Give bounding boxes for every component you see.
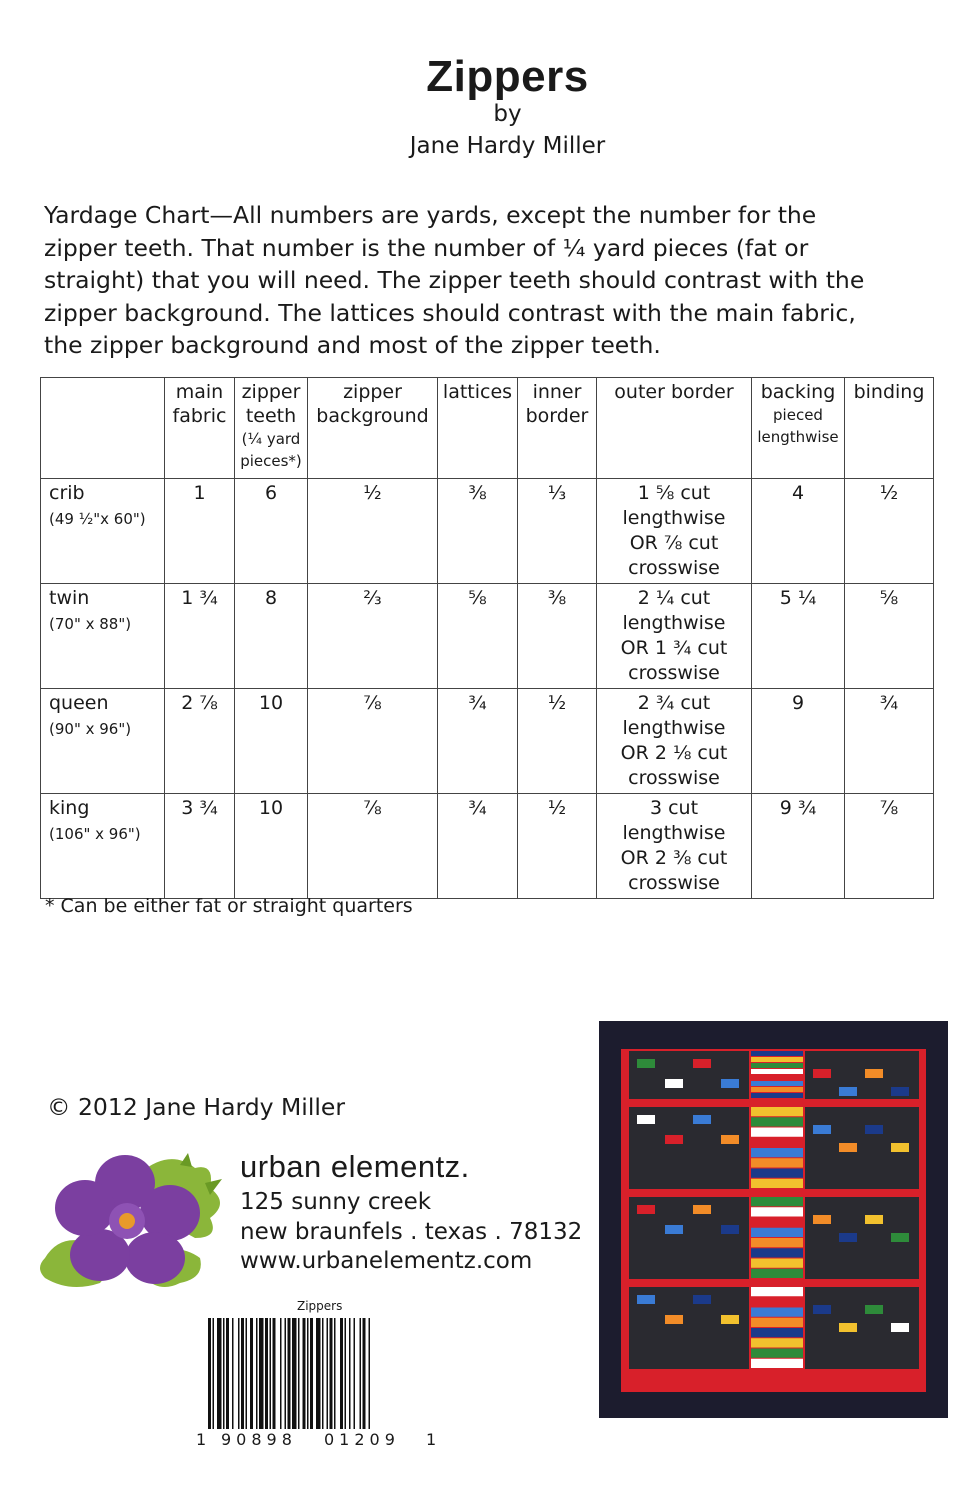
table-cell: ⅜ <box>518 584 597 689</box>
table-cell: ½ <box>308 479 438 584</box>
table-row <box>41 689 934 794</box>
header-cell: zipper teeth (¼ yard pieces*) <box>235 378 308 479</box>
publisher-name: urban elementz. <box>240 1149 470 1184</box>
table-cell: 3 ¾ <box>165 794 235 899</box>
publisher-address-1: 125 sunny creek <box>240 1189 432 1215</box>
barcode-digits-mid1: 90898 <box>221 1430 297 1449</box>
table-cell: ⅞ <box>308 689 438 794</box>
intro-line: Yardage Chart—All numbers are yards, except the number for the <box>44 201 817 229</box>
table-cell: 1 ⅝ cut lengthwise OR ⅞ cut crosswise <box>597 479 752 584</box>
table-cell: ¾ <box>438 689 518 794</box>
yardage-table <box>40 377 934 899</box>
table-cell: 9 ¾ <box>752 794 845 899</box>
table-header-row <box>41 378 934 479</box>
barcode-digits-mid2: 01209 <box>324 1430 400 1449</box>
table-cell: ½ <box>845 479 934 584</box>
table-row <box>41 794 934 899</box>
intro-line: straight) that you will need. The zipper teeth should contrast with the <box>44 266 865 294</box>
header-cell: inner border <box>518 378 597 479</box>
table-cell: ⅜ <box>438 479 518 584</box>
table-cell: 5 ¼ <box>752 584 845 689</box>
intro-line: zipper background. The lattices should contrast with the main fabric, <box>44 298 856 327</box>
barcode-digit-right: 1 <box>426 1430 437 1449</box>
header-cell <box>41 378 165 479</box>
table-cell: ½ <box>518 794 597 899</box>
header-cell: lattices <box>438 378 518 479</box>
table-cell: ⅝ <box>845 584 934 689</box>
table-cell: 1 ¾ <box>165 584 235 689</box>
table-cell: 10 <box>235 689 308 794</box>
publisher-website: www.urbanelementz.com <box>240 1248 533 1274</box>
table-cell: 3 cut lengthwise OR 2 ⅜ cut crosswise <box>597 794 752 899</box>
size-cell: twin (70" x 88") <box>41 584 165 689</box>
table-cell: ⅝ <box>438 584 518 689</box>
intro-text <box>44 199 944 362</box>
footnote: * Can be either fat or straight quarters <box>45 895 413 917</box>
header-cell: backing pieced lengthwise <box>752 378 845 479</box>
header-cell: main fabric <box>165 378 235 479</box>
quilt-photo <box>599 1021 948 1418</box>
size-cell: king (106" x 96") <box>41 794 165 899</box>
table-cell: ⅞ <box>845 794 934 899</box>
header-cell: binding <box>845 378 934 479</box>
copyright: © 2012 Jane Hardy Miller <box>47 1093 345 1121</box>
table-cell: ⅔ <box>308 584 438 689</box>
table-cell: ½ <box>518 689 597 794</box>
table-cell: 9 <box>752 689 845 794</box>
table-cell: ⅓ <box>518 479 597 584</box>
table-cell: 10 <box>235 794 308 899</box>
size-cell: queen (90" x 96") <box>41 689 165 794</box>
table-cell: ¾ <box>845 689 934 794</box>
byline: by <box>493 101 522 127</box>
table-cell: ⅞ <box>308 794 438 899</box>
flower-logo-icon <box>30 1143 230 1303</box>
barcode-label: Zippers <box>297 1299 343 1313</box>
author: Jane Hardy Miller <box>409 133 606 159</box>
table-cell: 1 <box>165 479 235 584</box>
intro-line: the zipper background and most of the zipper teeth. <box>44 331 661 359</box>
table-cell: 8 <box>235 584 308 689</box>
publisher-address-2: new braunfels . texas . 78132 <box>240 1219 583 1245</box>
header-cell: outer border <box>597 378 752 479</box>
table-cell: 2 ¼ cut lengthwise OR 1 ¾ cut crosswise <box>597 584 752 689</box>
barcode-digit-left: 1 <box>196 1430 207 1449</box>
barcode-icon <box>208 1318 424 1429</box>
title: Zippers <box>426 52 589 101</box>
intro-line: zipper teeth. That number is the number of ¼ yard pieces (fat or <box>44 233 809 262</box>
table-cell: 2 ⅞ <box>165 689 235 794</box>
table-cell: ¾ <box>438 794 518 899</box>
header-cell: zipper background <box>308 378 438 479</box>
table-cell: 4 <box>752 479 845 584</box>
table-row <box>41 479 934 584</box>
size-cell: crib (49 ½"x 60") <box>41 479 165 584</box>
table-cell: 6 <box>235 479 308 584</box>
table-row <box>41 584 934 689</box>
table-cell: 2 ¾ cut lengthwise OR 2 ⅛ cut crosswise <box>597 689 752 794</box>
